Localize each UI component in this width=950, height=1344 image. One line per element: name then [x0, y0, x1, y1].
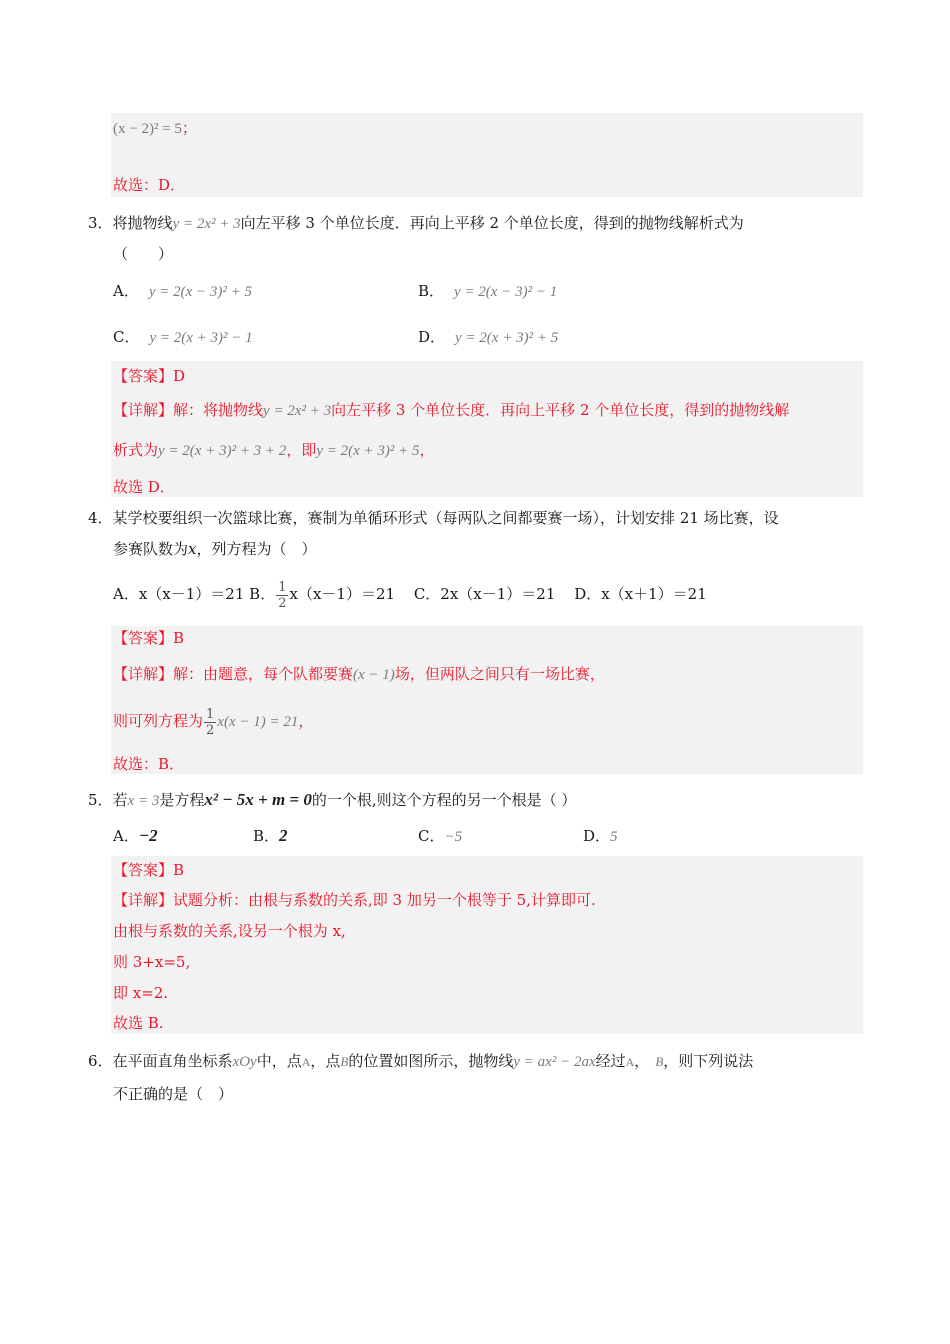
q6-number: 6．	[88, 1052, 113, 1070]
q3-equation: y = 2x² + 3	[172, 216, 241, 232]
q4-variable: x	[188, 540, 197, 558]
q3-stem	[88, 213, 744, 234]
q5-choice: 故选 B.	[113, 1014, 164, 1032]
q4-text: 参赛队数为	[113, 540, 189, 558]
q5-stem	[88, 790, 576, 811]
q6-text: 的位置如图所示，抛物线	[348, 1052, 514, 1070]
detail-text: ，即	[286, 441, 317, 459]
q4-choice: 故选：B．	[113, 755, 185, 773]
prev-equation-end: ；	[181, 119, 197, 137]
prev-choice: 故选：D．	[113, 176, 186, 194]
q4-option-b	[249, 579, 396, 611]
fraction-denominator: 2	[278, 595, 287, 611]
detail-text: 析式为	[113, 441, 159, 459]
q6-point-a: A	[301, 1055, 311, 1069]
q6-stem-line2: 不正确的是（ ）	[113, 1085, 234, 1103]
q5-detail-line2: 由根与系数的关系,设另一个根为 x,	[113, 922, 346, 940]
q6-equation: y = ax² − 2ax	[513, 1054, 596, 1070]
detail-text: 向左平移 3 个单位长度．再向上平移 2 个单位长度，得到的抛物线解	[331, 401, 790, 419]
q4-text: ，列方程为（ ）	[196, 540, 317, 558]
detail-equation: y = 2(x + 3)² + 3 + 2	[158, 443, 287, 459]
q3-option-d	[418, 327, 558, 348]
option-label: B．	[418, 282, 445, 300]
option-label: B．	[253, 827, 280, 845]
q6-point-a-ref: A	[625, 1055, 635, 1069]
q3-number: 3．	[88, 214, 113, 232]
q5-option-c	[418, 826, 462, 847]
detail-equation: y = 2x² + 3	[263, 403, 332, 419]
q5-option-a	[113, 826, 158, 846]
option-expr: y = 2(x − 3)² + 5	[148, 284, 253, 300]
q6-text: 在平面直角坐标系	[112, 1052, 233, 1070]
fraction-denominator: 2	[206, 722, 215, 738]
q5-text: 是方程	[159, 791, 205, 809]
q5-number: 5．	[88, 791, 113, 809]
q6-text: ，则下列说法	[663, 1052, 754, 1070]
q4-text: 某学校要组织一次篮球比赛，赛制为单循环形式（每两队之间都要赛一场），计划安排 21 场比赛，设	[112, 509, 779, 527]
q4-option-d: D．x（x＋1）＝21	[574, 585, 707, 603]
q5-detail-line1	[113, 890, 596, 910]
q6-coordinate-system: xOy	[232, 1054, 257, 1070]
q3-answer: 【答案】D	[113, 367, 186, 385]
option-label: D．	[418, 328, 446, 346]
fraction-numerator: 1	[206, 706, 215, 722]
q3-text-b: 向左平移 3 个单位长度．再向上平移 2 个单位长度，得到的抛物线解析式为	[240, 214, 744, 232]
detail-text: 解：由题意，每个队都要赛	[173, 665, 354, 683]
option-label: A．	[113, 827, 139, 845]
q5-detail-line4: 即 x=2.	[113, 984, 169, 1002]
q5-solution-box	[111, 856, 863, 1034]
detail-equation: x(x − 1) = 21	[217, 714, 299, 730]
q6-point-b-ref: B	[655, 1054, 664, 1069]
q4-options	[113, 577, 707, 611]
detail-text: ，	[298, 712, 314, 730]
option-expr: y = 2(x − 3)² − 1	[454, 284, 558, 300]
option-label: D．	[583, 827, 611, 845]
q4-detail-line2	[113, 702, 313, 741]
q5-equation: x² − 5x + m = 0	[204, 790, 312, 809]
option-expr: y = 2(x + 3)² − 1	[149, 330, 253, 346]
q4-detail-line1	[113, 664, 605, 685]
q3-choice: 故选 D．	[113, 478, 175, 496]
detail-equation: (x − 1)	[353, 667, 395, 683]
q6-text: 经过	[595, 1052, 626, 1070]
q4-answer: 【答案】B	[113, 629, 185, 647]
q5-text: 的一个根,则这个方程的另一个根是（ ）	[311, 791, 577, 809]
detail-equation: y = 2(x + 3)² + 5	[316, 443, 420, 459]
detail-tag: 【详解】	[113, 665, 174, 683]
q5-detail-line3: 则 3+x=5,	[113, 953, 191, 971]
fraction	[204, 707, 216, 738]
q3-paren: （ ）	[113, 245, 174, 263]
option-label: A．	[113, 282, 139, 300]
q3-option-a	[113, 281, 252, 302]
detail-tag: 【详解】	[113, 891, 174, 909]
q4-stem-line1	[88, 508, 779, 528]
option-expr: y = 2(x + 3)² + 5	[455, 330, 559, 346]
q5-option-d	[583, 826, 618, 847]
q4-number: 4．	[88, 509, 113, 527]
q6-text: ，点	[310, 1052, 341, 1070]
fraction	[276, 580, 288, 611]
q4-stem-line2	[113, 539, 317, 559]
option-expr: −2	[138, 826, 158, 845]
q5-answer: 【答案】B	[113, 861, 185, 879]
option-expr: 2	[279, 826, 288, 845]
detail-text: 则可列方程为	[113, 712, 204, 730]
prev-solution-box	[111, 113, 863, 197]
q5-equation: x = 3	[127, 793, 160, 809]
option-label: B．	[249, 585, 276, 603]
detail-text: 场，但两队之间只有一场比赛，	[394, 665, 605, 683]
q5-option-b	[253, 826, 288, 846]
fraction-numerator: 1	[278, 579, 287, 595]
q3-option-b	[418, 281, 557, 302]
q3-detail-line1	[113, 400, 789, 421]
option-label: C．	[418, 827, 445, 845]
q3-text-a: 将抛物线	[112, 214, 173, 232]
q5-text: 若	[112, 791, 128, 809]
q6-text: ，	[634, 1052, 650, 1070]
option-expr: −5	[444, 829, 463, 845]
option-expr: 5	[610, 829, 618, 845]
q4-solution-box	[111, 626, 863, 774]
q4-option-a: A．x（x－1）＝21	[113, 585, 245, 603]
option-expr: x（x－1）＝21	[289, 585, 396, 603]
prev-equation: (x − 2)² = 5	[113, 121, 182, 137]
detail-text: 解：将抛物线	[173, 401, 264, 419]
q6-stem-line1	[88, 1051, 753, 1072]
detail-tag: 【详解】	[113, 401, 174, 419]
q3-solution-box	[111, 361, 863, 497]
q6-text: 中，点	[256, 1052, 302, 1070]
prev-equation-line	[113, 118, 197, 139]
q3-detail-line2	[113, 440, 435, 461]
q3-option-c	[113, 327, 253, 348]
detail-text: 试题分析：由根与系数的关系,即 3 加另一个根等于 5,计算即可.	[173, 891, 596, 909]
option-label: C．	[113, 328, 140, 346]
detail-text: ，	[419, 441, 435, 459]
q4-option-c: C．2x（x－1）＝21	[413, 585, 556, 603]
q6-point-b: B	[340, 1054, 349, 1069]
